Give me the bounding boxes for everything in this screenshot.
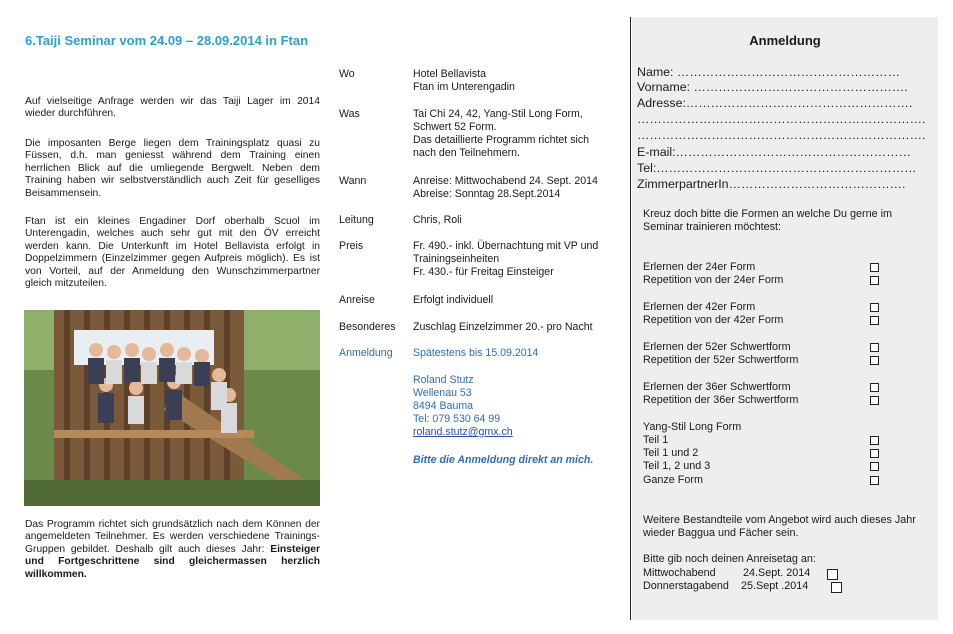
contact-city: 8494 Bauma [413,400,474,412]
form-instructions: Kreuz doch bitte die Formen an welche Du gerne im Seminar trainieren möchtest: [643,208,893,233]
option-label: Repetition von der 24er Form [643,274,784,286]
option-checkbox[interactable] [870,276,879,285]
value-anreise: Erfolgt individuell [413,294,494,306]
option-checkbox[interactable] [870,396,879,405]
contact-email-link[interactable]: roland.stutz@gmx.ch [413,426,513,438]
registration-note: Bitte die Anmeldung direkt an mich. [413,454,594,466]
email-field[interactable]: E-mail:………………………………………………… [637,145,911,159]
option-checkbox[interactable] [870,263,879,272]
arrival-mittwoch-checkbox[interactable] [827,569,838,580]
label-leitung: Leitung [339,214,374,226]
value-was-line: Tai Chi 24, 42, Yang-Stil Long Form, [413,108,583,120]
name-field[interactable]: Name: ……………………………………………… [637,65,900,79]
yang-heading: Yang-Stil Long Form [643,421,742,433]
option-checkbox[interactable] [870,356,879,365]
option-checkbox[interactable] [870,436,879,445]
tel-field[interactable]: Tel:……………………………………………………… [637,161,917,175]
arrival-donnerstag-checkbox[interactable] [831,582,842,593]
option-checkbox[interactable] [870,303,879,312]
option-checkbox[interactable] [870,462,879,471]
option-label: Repetition der 52er Schwertform [643,354,799,366]
option-label: Repetition der 36er Schwertform [643,394,799,406]
option-label: Erlernen der 52er Schwertform [643,341,791,353]
program-highlight: Einsteiger und Fortgeschrittene sind gleichermassen herzlich willkommen. [25,543,320,580]
column-divider [630,17,631,620]
form-title: Anmeldung [749,33,821,48]
option-checkbox[interactable] [870,316,879,325]
label-was: Was [339,108,360,120]
value-wo [413,68,623,94]
contact-street: Wellenau 53 [413,387,472,399]
label-anmeldung: Anmeldung [339,347,393,359]
value-wann [413,175,623,201]
seminar-title: 6.Taiji Seminar vom 24.09 – 28.09.2014 in Ftan [25,33,309,48]
option-label: Repetition von der 42er Form [643,314,784,326]
value-wo-line: Ftan im Unterengadin [413,81,515,93]
group-photo [24,310,320,506]
contact-name: Roland Stutz [413,374,474,386]
adresse-line-3[interactable]: ……………………………………………………………. [637,128,926,142]
mountains-paragraph: Die imposanten Berge liegen dem Trainingsplatz quasi zu Füssen, d.h. man geniesst während dem Training einen herrlichen Blick auf die umliegende Bergwelt. Neben dem Training haben wir selbstverständlich auch Zeit für geselliges Beisammensein. [25,138,320,199]
adresse-line-2[interactable]: ……………………………………………………………. [637,112,926,126]
partner-field[interactable]: ZimmerpartnerIn……………………………………. [637,177,906,191]
option-label: Erlernen der 36er Schwertform [643,381,791,393]
program-paragraph [25,519,320,581]
value-wo-line: Hotel Bellavista [413,68,487,80]
vorname-field[interactable]: Vorname: ……………………………………………. [637,80,908,94]
label-anreise: Anreise [339,294,375,306]
value-was [413,108,623,160]
value-was-line: Das detaillierte Programm richtet sich [413,134,590,146]
value-was-line: Schwert 52 Form. [413,121,497,133]
value-preis-line: Fr. 490.- inkl. Übernachtung mit VP und [413,240,599,252]
option-label: Erlernen der 42er Form [643,301,756,313]
option-checkbox[interactable] [870,476,879,485]
weitere-text: Weitere Bestandteile vom Angebot wird auch dieses Jahr wieder Baggua und Fächer sein. [643,514,916,539]
option-label: Ganze Form [643,474,703,486]
arrival-donnerstag-label: Donnerstagabend [643,580,729,592]
value-preis [413,240,623,279]
contact-block [413,374,623,439]
adresse-field[interactable]: Adresse:………………………………………………. [637,96,913,110]
value-besonderes: Zuschlag Einzelzimmer 20.- pro Nacht [413,321,593,333]
intro-paragraph: Auf vielseitige Anfrage werden wir das Taiji Lager im 2014 wieder durchführen. [25,96,320,120]
program-text: Das Programm richtet sich grundsätzlich nach dem Können der angemeldeten Teilnehmer. Es werden verschiedene Trainings-Gruppen gebildet. Deshalb gilt auch dieses Jahr: [25,519,320,555]
value-preis-line: Fr. 430.- für Freitag Einsteiger [413,266,554,278]
value-preis-line: Trainingseinheiten [413,253,500,265]
option-label: Teil 1, 2 und 3 [643,460,711,472]
anreisetag-prompt: Bitte gib noch deinen Anreisetag an: [643,553,816,565]
label-wo: Wo [339,68,355,80]
arrival-donnerstag-date: 25.Sept .2014 [741,580,809,592]
option-checkbox[interactable] [870,343,879,352]
label-preis: Preis [339,240,364,252]
value-wann-line: Anreise: Mittwochabend 24. Sept. 2014 [413,175,598,187]
value-leitung: Chris, Roli [413,214,462,226]
contact-tel: Tel: 079 530 64 99 [413,413,501,425]
value-was-line: nach den Teilnehmern. [413,147,520,159]
location-paragraph: Ftan ist ein kleines Engadiner Dorf oberhalb Scuol im Unterengadin, welches auch sehr gut mit den ÖV erreicht werden kann. Die Unterkunft im Hotel Bellavista erfolgt in Doppelzimmern (Einzelzimmer gegen Aufpreis möglich). Es ist von Vorteil, auf der Anmeldung den Wunschzimmerpartner gleich mitzuteilen. [25,216,320,290]
label-wann: Wann [339,175,367,187]
option-checkbox[interactable] [870,449,879,458]
option-label: Teil 1 [643,434,669,446]
option-checkbox[interactable] [870,383,879,392]
value-wann-line: Abreise: Sonntag 28.Sept.2014 [413,188,561,200]
option-label: Teil 1 und 2 [643,447,699,459]
label-besonderes: Besonderes [339,321,396,333]
value-anmeldung: Spätestens bis 15.09.2014 [413,347,539,359]
arrival-mittwoch-date: 24.Sept. 2014 [743,567,811,579]
arrival-mittwoch-label: Mittwochabend [643,567,716,579]
option-label: Erlernen der 24er Form [643,261,756,273]
